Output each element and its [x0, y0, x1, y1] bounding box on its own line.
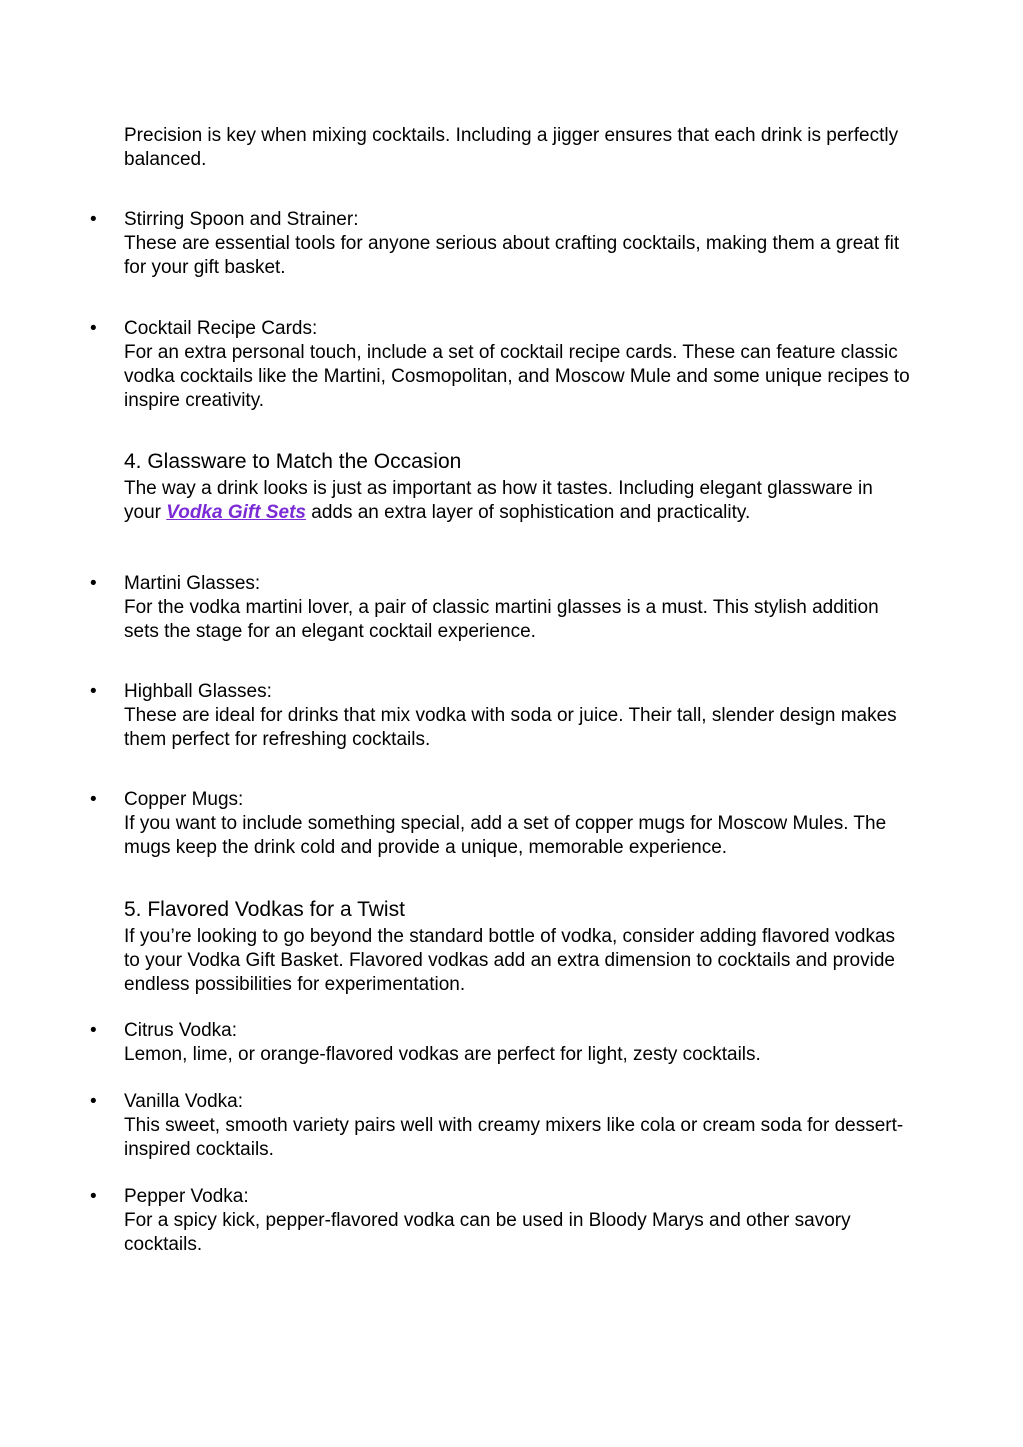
list-item-body: These are essential tools for anyone serious about crafting cocktails, making them a great fit for your gift basket.	[124, 233, 900, 278]
list-item-body: This sweet, smooth variety pairs well with creamy mixers like cola or cream soda for dessert-inspired cocktails.	[124, 1115, 904, 1160]
list-item	[124, 572, 914, 644]
list-item	[124, 1090, 914, 1162]
bullet-icon: •	[90, 789, 97, 810]
list-item-title: Highball Glasses:	[124, 681, 272, 702]
section-flavored-vodkas	[124, 897, 914, 997]
bullet-icon: •	[90, 1186, 97, 1207]
section-glassware	[124, 449, 914, 525]
list-item	[124, 317, 914, 413]
intro-text: Precision is key when mixing cocktails. Including a jigger ensures that each drink is perfectly balanced.	[124, 125, 899, 170]
bullet-icon: •	[90, 209, 97, 230]
list-item-body: If you want to include something special, add a set of copper mugs for Moscow Mules. The mugs keep the drink cold and provide a unique, memorable experience.	[124, 813, 887, 858]
section-heading: 4. Glassware to Match the Occasion	[124, 450, 462, 473]
section-heading: 5. Flavored Vodkas for a Twist	[124, 898, 405, 921]
section-paragraph: If you’re looking to go beyond the standard bottle of vodka, consider adding flavored vodkas to your Vodka Gift Basket. Flavored vodkas add an extra dimension to cocktails and provide endless possibilities for experimentation.	[124, 926, 896, 995]
vodka-gift-sets-link[interactable]: Vodka Gift Sets	[166, 502, 306, 523]
bullet-icon: •	[90, 318, 97, 339]
list-item-title: Cocktail Recipe Cards:	[124, 318, 318, 339]
list-item-body: Lemon, lime, or orange-flavored vodkas are perfect for light, zesty cocktails.	[124, 1044, 761, 1065]
paragraph-text: adds an extra layer of sophistication and practicality.	[305, 502, 751, 523]
list-item	[124, 788, 914, 860]
list-item-body: For an extra personal touch, include a set of cocktail recipe cards. These can feature classic vodka cocktails like the Martini, Cosmopolitan, and Moscow Mule and some unique recipes to inspire creativity.	[124, 342, 910, 411]
list-item	[124, 1019, 914, 1067]
list-item-title: Vanilla Vodka:	[124, 1091, 244, 1112]
section-paragraph	[124, 477, 914, 525]
list-item-title: Martini Glasses:	[124, 573, 261, 594]
paragraph-text: The way a drink looks is just as important as how it tastes. Including elegant glassware in your	[124, 478, 873, 523]
list-item-title: Pepper Vodka:	[124, 1186, 249, 1207]
bullet-icon: •	[90, 1091, 97, 1112]
list-item-body: For the vodka martini lover, a pair of classic martini glasses is a must. This stylish addition sets the stage for an elegant cocktail experience.	[124, 597, 879, 642]
list-item	[124, 1185, 914, 1257]
bullet-icon: •	[90, 1020, 97, 1041]
bullet-icon: •	[90, 681, 97, 702]
list-item	[124, 680, 914, 752]
list-item-body: These are ideal for drinks that mix vodka with soda or juice. Their tall, slender design makes them perfect for refreshing cocktails.	[124, 705, 897, 750]
list-item-title: Citrus Vodka:	[124, 1020, 237, 1041]
list-item-title: Copper Mugs:	[124, 789, 244, 810]
bullet-icon: •	[90, 573, 97, 594]
list-item-title: Stirring Spoon and Strainer:	[124, 209, 359, 230]
list-item	[124, 208, 914, 280]
intro-paragraph	[124, 124, 914, 172]
list-item-body: For a spicy kick, pepper-flavored vodka can be used in Bloody Marys and other savory cocktails.	[124, 1210, 851, 1255]
